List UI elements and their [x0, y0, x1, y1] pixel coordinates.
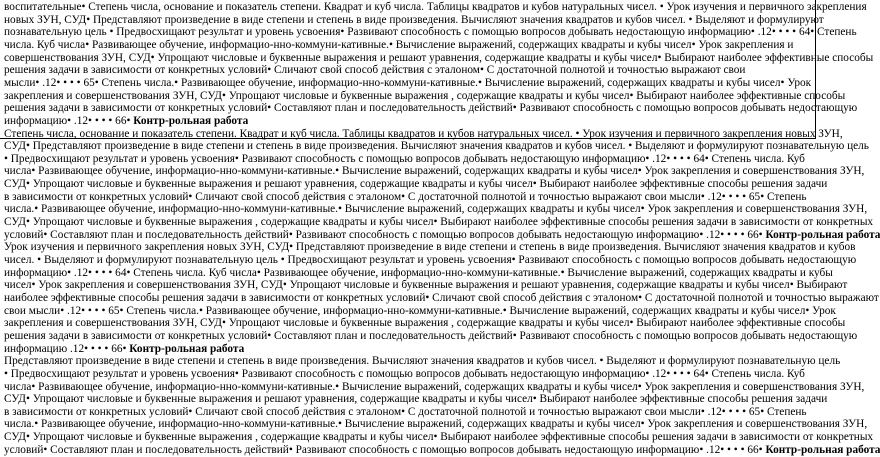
text-line: познавательную цель • Предвосхищают результат и уровень усвоения• Развивают способность с помощью вопросов добывать недостающую информацию• .12• • • • 64• Степень — [4, 26, 857, 39]
line-text: условий• Составляют план и последовательность действий• Развивают способность с помощью вопросов добывать недостающую информацию• .12• • • • 66• — [4, 228, 766, 241]
text-line: СУД• Упрощают числовые и буквенные выражения , содержащие квадраты и кубы чисел• Выбирают наиболее эффективные способы решения задачи в зависимости от конкретных — [4, 216, 874, 229]
text-line: СУД• Упрощают числовые и буквенные выражения и решают уравнения, содержащие квадраты и кубы чисел• Выбирают наиболее эффективные способы решения задачи — [4, 393, 828, 406]
text-line: свои мысли• .12• • • • 65• Степень числа.• Развивающее обучение, информацио-нно-коммуни-кативные.• Вычисление выражений, содержащих квадраты и кубы чисел• Урок — [4, 304, 836, 317]
text-line: СУД• Представляют произведение в виде степени и степень в виде произведения. Вычисляют значения квадратов и кубов чисел. • Выделяют и формулируют познавательную цель — [4, 140, 869, 153]
text-line: • Предвосхищают результат и уровень усвоения• Развивают способность с помощью вопросов добывать недостающую информацию• .12• • • • 64• Степень числа. Куб — [4, 367, 805, 380]
text-line: числа. Куб числа• Развивающее обучение, информацио-нно-коммуни-кативные.• Вычисление выражений, содержащих квадраты и кубы чисел• Урок закрепления и — [4, 38, 794, 51]
line-text: условий• Составляют план и последовательность действий• Развивают способность с помощью вопросов добывать недостающую информацию• .12• • • • 66• — [4, 443, 766, 456]
text-line: числа• Развивающее обучение, информацио-нно-коммуни-кативные.• Вычисление выражений, содержащих квадраты и кубы чисел• Урок закрепления и совершенствования ЗУН, — [4, 380, 865, 393]
text-line: Урок изучения и первичного закрепления новых ЗУН, СУД• Представляют произведение в виде степени и степень в виде произведения. Вычисляют значения квадратов и кубов — [4, 241, 856, 254]
line-text: информацию• .12• • • • 66• — [4, 114, 134, 127]
text-line: чисел• Урок закрепления и совершенствования ЗУН, СУД• Упрощают числовые и буквенные выражения и решают уравнения, содержащие квадраты и кубы чисел• Выбирают — [4, 279, 848, 292]
bold-heading: Контр-рольная работа — [133, 114, 249, 127]
text-line: Степень числа, основание и показатель степени. Квадрат и куб числа. Таблицы квадратов и кубов натуральных чисел. • Урок изучения и первичного закрепления новых ЗУН, — [4, 127, 843, 140]
text-line: числа• Развивающее обучение, информацио-нно-коммуни-кативные.• Вычисление выражений, содержащих квадраты и кубы чисел• Урок закрепления и совершенствования ЗУН, — [4, 165, 865, 178]
text-line: СУД• Упрощают числовые и буквенные выражения и решают уравнения, содержащие квадраты и кубы чисел• Выбирают наиболее эффективные способы решения задачи — [4, 178, 828, 191]
bold-heading: Контр-рольная работа — [129, 342, 245, 355]
text-line: решения задачи в зависимости от конкретных условий• Составляют план и последовательность действий• Развивают способность с помощью вопросов добывать недостающую — [4, 329, 858, 342]
text-line: совершенствования ЗУН, СУД• Упрощают числовые и буквенные выражения и решают уравнения, содержащие квадраты и кубы чисел• Выбирают наиболее эффективные способы — [4, 51, 874, 64]
text-line: в зависимости от конкретных условий• Сличают свой способ действия с эталоном• С достаточной полнотой и точностью выражают свои мысли• .12• • • • 65• Степень — [4, 190, 807, 203]
text-line: числа.• Развивающее обучение, информацио-нно-коммуни-кативные.• Вычисление выражений, содержащих квадраты и кубы чисел• Урок закрепления и совершенствования ЗУН, — [4, 418, 868, 431]
text-line: наиболее эффективные способы решения задачи в зависимости от конкретных условий• Сличают свой способ действия с эталоном• С достаточной полнотой и точностью выражают — [4, 291, 879, 304]
text-line: чисел. • Выделяют и формулируют познавательную цель • Предвосхищают результат и уровень усвоения• Развивают способность с помощью вопросов добывать недостающую — [4, 254, 857, 266]
text-line: СУД• Упрощают числовые и буквенные выражения , содержащие квадраты и кубы чисел• Выбирают наиболее эффективные способы решения задачи в зависимости от конкретных — [4, 431, 874, 444]
text-line: закрепления и совершенствования ЗУН, СУД• Упрощают числовые и буквенные выражения , содержащие квадраты и кубы чисел• Выбирают наиболее эффективные способы — [4, 89, 846, 102]
text-line: • Предвосхищают результат и уровень усвоения• Развивают способность с помощью вопросов добывать недостающую информацию• .12• • • • 64• Степень числа. Куб — [4, 152, 805, 165]
text-line: решения задачи в зависимости от конкретных условий• Составляют план и последовательность действий• Развивают способность с помощью вопросов добывать недостающую — [4, 102, 858, 115]
text-line — [4, 443, 880, 457]
bold-heading: Контр-рольная работа — [765, 228, 880, 241]
text-line: новых ЗУН, СУД• Представляют произведение в виде степени и степень в виде произведения. Вычисляют значения квадратов и кубов чисел. • Выделяют и формулируют — [4, 13, 824, 26]
text-line: решения задачи в зависимости от конкретных условий• Сличают свой способ действия с эталоном• С достаточной полнотой и точностью выражают свои — [4, 64, 746, 77]
line-text: информацию .12• • • • 66• — [4, 342, 130, 355]
text-line: воспитательные• Степень числа, основание и показатель степени. Квадрат и куб числа. Таблицы квадратов и кубов натуральных чисел. • Урок изучения и первичного закрепления — [4, 1, 867, 13]
text-line: Представляют произведение в виде степени и степень в виде произведения. Вычисляют значения квадратов и кубов чисел. • Выделяют и формулируют познавательную цель — [4, 355, 841, 368]
text-line: в зависимости от конкретных условий• Сличают свой способ действия с эталоном• С достаточной полнотой и точностью выражают свои мысли• .12• • • • 65• Степень — [4, 405, 807, 418]
text-line: числа.• Развивающее обучение, информацио-нно-коммуни-кативные.• Вычисление выражений, содержащих квадраты и кубы чисел• Урок закрепления и совершенствования ЗУН, — [4, 203, 868, 216]
text-line: мысли• .12• • • • 65• Степень числа.• Развивающее обучение, информацио-нно-коммуни-кативные.• Вычисление выражений, содержащих квадраты и кубы чисел• Урок — [4, 76, 812, 89]
bold-heading: Контр-рольная работа — [765, 443, 880, 456]
text-line: закрепления и совершенствования ЗУН, СУД• Упрощают числовые и буквенные выражения , содержащие квадраты и кубы чисел• Выбирают наиболее эффективные способы — [4, 317, 846, 330]
text-line: информацию• .12• • • • 64• Степень числа. Куб числа• Развивающее обучение, информацио-нно-коммуни-кативные.• Вычисление выражений, содержащих квадраты и кубы — [4, 266, 833, 279]
